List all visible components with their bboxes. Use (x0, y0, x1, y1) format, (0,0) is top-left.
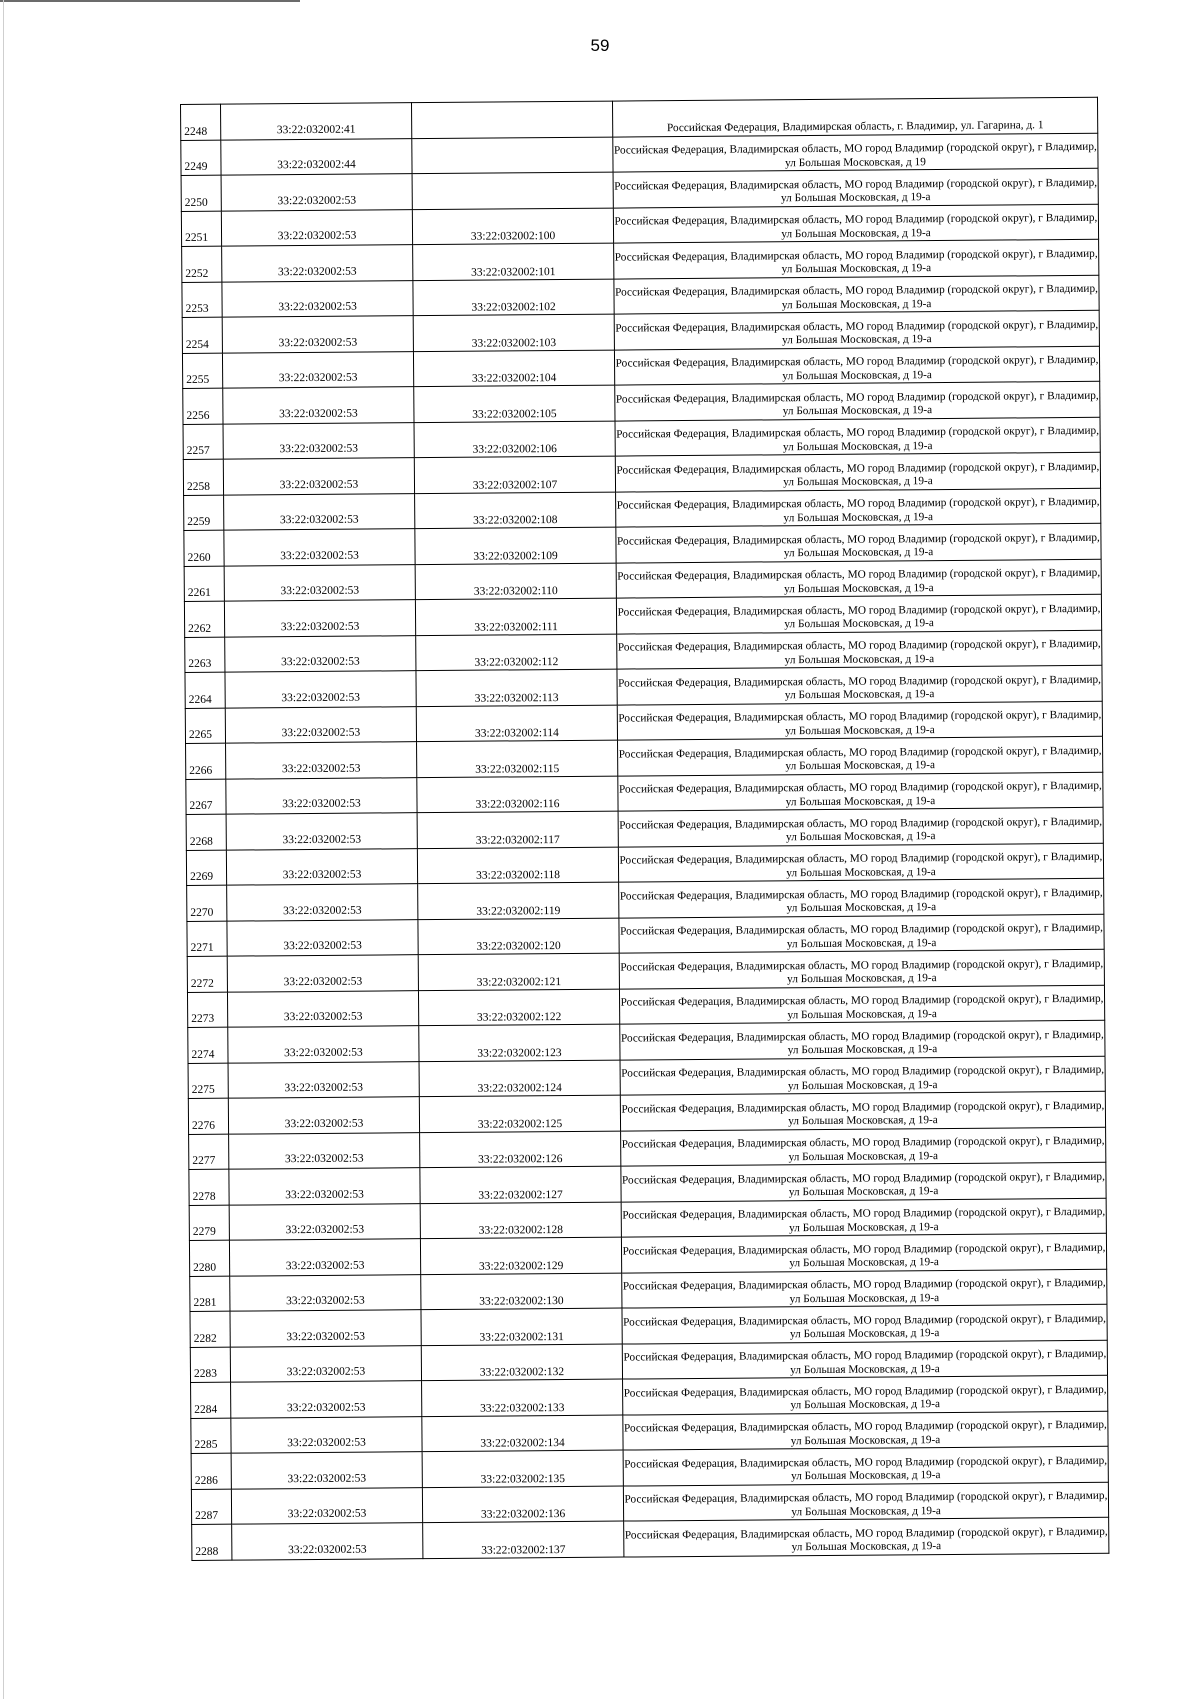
sub-cadastral-number-cell: 33:22:032002:113 (416, 669, 617, 706)
address-cell: Российская Федерация, Владимирская область, МО город Владимир (городской округ), г Владимир, ул Большая Московская, д 19-а (621, 1198, 1106, 1237)
cadastral-number-cell: 33:22:032002:53 (225, 635, 416, 672)
registry-table-body (181, 97, 1109, 1560)
document-sheet (180, 97, 1109, 1558)
row-number-cell: 2256 (183, 388, 223, 424)
cadastral-number-cell: 33:22:032002:53 (228, 1061, 419, 1098)
address-cell: Российская Федерация, Владимирская область, МО город Владимир (городской округ), г Владимир, ул Большая Московская, д 19-а (615, 417, 1100, 456)
row-number-cell: 2255 (182, 353, 222, 389)
sub-cadastral-number-cell: 33:22:032002:133 (422, 1379, 623, 1416)
row-number-cell: 2257 (183, 424, 223, 460)
cadastral-number-cell: 33:22:032002:53 (225, 671, 416, 708)
sub-cadastral-number-cell: 33:22:032002:106 (414, 421, 615, 458)
row-number-cell: 2261 (184, 566, 224, 602)
cadastral-number-cell: 33:22:032002:53 (229, 1239, 420, 1276)
address-cell: Российская Федерация, Владимирская область, МО город Владимир (городской округ), г Владимир, ул Большая Московская, д 19-а (620, 1020, 1105, 1059)
registry-table (180, 97, 1109, 1561)
address-cell: Российская Федерация, Владимирская область, МО город Владимир (городской округ), г Владимир, ул Большая Московская, д 19-а (620, 1091, 1105, 1130)
row-number-cell: 2274 (188, 1027, 228, 1063)
sub-cadastral-number-cell: 33:22:032002:122 (418, 989, 619, 1026)
address-cell: Российская Федерация, Владимирская область, МО город Владимир (городской округ), г Владимир, ул Большая Московская, д 19-а (614, 239, 1099, 278)
row-number-cell: 2249 (181, 140, 221, 176)
cadastral-number-cell: 33:22:032002:53 (231, 1487, 422, 1524)
row-number-cell: 2279 (189, 1205, 229, 1241)
address-cell: Российская Федерация, Владимирская область, МО город Владимир (городской округ), г Владимир, ул Большая Московская, д 19-а (618, 807, 1103, 846)
address-cell: Российская Федерация, Владимирская область, МО город Владимир (городской округ), г Владимир, ул Большая Московская, д 19-а (622, 1269, 1107, 1308)
cadastral-number-cell: 33:22:032002:53 (232, 1523, 423, 1560)
cadastral-number-cell: 33:22:032002:53 (230, 1274, 421, 1311)
address-cell: Российская Федерация, Владимирская область, МО город Владимир (городской округ), г Владимир, ул Большая Московская, д 19-а (623, 1482, 1108, 1521)
sub-cadastral-number-cell: 33:22:032002:120 (418, 918, 619, 955)
sub-cadastral-number-cell: 33:22:032002:132 (421, 1344, 622, 1381)
sub-cadastral-number-cell: 33:22:032002:136 (422, 1486, 623, 1523)
sub-cadastral-number-cell (412, 137, 613, 174)
row-number-cell: 2287 (191, 1489, 231, 1525)
row-number-cell: 2275 (188, 1063, 228, 1099)
cadastral-number-cell: 33:22:032002:53 (224, 600, 415, 637)
row-number-cell: 2272 (187, 956, 227, 992)
address-cell: Российская Федерация, Владимирская область, МО город Владимир (городской округ), г Владимир, ул Большая Московская, д 19-а (618, 736, 1103, 775)
sub-cadastral-number-cell: 33:22:032002:110 (415, 563, 616, 600)
address-cell: Российская Федерация, Владимирская область, МО город Владимир (городской округ), г Владимир, ул Большая Московская, д 19-а (622, 1340, 1107, 1379)
sub-cadastral-number-cell: 33:22:032002:124 (419, 1060, 620, 1097)
sub-cadastral-number-cell: 33:22:032002:134 (422, 1415, 623, 1452)
row-number-cell: 2266 (186, 743, 226, 779)
cadastral-number-cell: 33:22:032002:53 (229, 1168, 420, 1205)
table-row (192, 1517, 1109, 1560)
sub-cadastral-number-cell: 33:22:032002:101 (413, 243, 614, 280)
row-number-cell: 2288 (192, 1524, 232, 1560)
sub-cadastral-number-cell: 33:22:032002:137 (423, 1521, 624, 1558)
address-cell: Российская Федерация, Владимирская область, МО город Владимир (городской округ), г Владимир, ул Большая Московская, д 19 (613, 133, 1098, 172)
page-number: 59 (590, 36, 610, 55)
row-number-cell: 2278 (189, 1169, 229, 1205)
row-number-cell: 2260 (184, 530, 224, 566)
sub-cadastral-number-cell: 33:22:032002:100 (412, 208, 613, 245)
sub-cadastral-number-cell: 33:22:032002:125 (419, 1095, 620, 1132)
cadastral-number-cell: 33:22:032002:53 (226, 848, 417, 885)
cadastral-number-cell: 33:22:032002:53 (231, 1381, 422, 1418)
row-number-cell: 2258 (183, 459, 223, 495)
cadastral-number-cell: 33:22:032002:53 (229, 1132, 420, 1169)
address-cell: Российская Федерация, Владимирская область, МО город Владимир (городской округ), г Владимир, ул Большая Московская, д 19-а (619, 878, 1104, 917)
address-cell: Российская Федерация, Владимирская область, МО город Владимир (городской округ), г Владимир, ул Большая Московская, д 19-а (621, 1162, 1106, 1201)
cadastral-number-cell: 33:22:032002:53 (227, 955, 418, 992)
row-number-cell: 2273 (187, 992, 227, 1028)
cadastral-number-cell: 33:22:032002:53 (231, 1416, 422, 1453)
row-number-cell: 2285 (191, 1418, 231, 1454)
address-cell: Российская Федерация, Владимирская область, МО город Владимир (городской округ), г Владимир, ул Большая Московская, д 19-а (618, 843, 1103, 882)
sub-cadastral-number-cell: 33:22:032002:111 (415, 598, 616, 635)
sub-cadastral-number-cell: 33:22:032002:121 (418, 953, 619, 990)
scan-edge-left (3, 0, 4, 1699)
address-cell: Российская Федерация, Владимирская область, МО город Владимир (городской округ), г Владимир, ул Большая Московская, д 19-а (616, 594, 1101, 633)
address-cell: Российская Федерация, Владимирская область, МО город Владимир (городской округ), г Владимир, ул Большая Московская, д 19-а (616, 488, 1101, 527)
row-number-cell: 2268 (186, 814, 226, 850)
cadastral-number-cell: 33:22:032002:53 (223, 422, 414, 459)
address-cell: Российская Федерация, Владимирская область, МО город Владимир (городской округ), г Владимир, ул Большая Московская, д 19-а (621, 1127, 1106, 1166)
sub-cadastral-number-cell: 33:22:032002:108 (415, 492, 616, 529)
row-number-cell: 2270 (187, 885, 227, 921)
sub-cadastral-number-cell (411, 101, 612, 138)
sub-cadastral-number-cell: 33:22:032002:131 (421, 1308, 622, 1345)
cadastral-number-cell: 33:22:032002:53 (230, 1310, 421, 1347)
row-number-cell: 2263 (185, 637, 225, 673)
address-cell: Российская Федерация, Владимирская область, МО город Владимир (городской округ), г Владимир, ул Большая Московская, д 19-а (619, 949, 1104, 988)
address-cell: Российская Федерация, Владимирская область, МО город Владимир (городской округ), г Владимир, ул Большая Московская, д 19-а (614, 310, 1099, 349)
sub-cadastral-number-cell: 33:22:032002:104 (413, 350, 614, 387)
row-number-cell: 2284 (191, 1382, 231, 1418)
address-cell: Российская Федерация, Владимирская область, МО город Владимир (городской округ), г Владимир, ул Большая Московская, д 19-а (616, 523, 1101, 562)
sub-cadastral-number-cell: 33:22:032002:114 (416, 705, 617, 742)
address-cell: Российская Федерация, Владимирская область, МО город Владимир (городской округ), г Владимир, ул Большая Московская, д 19-а (624, 1517, 1109, 1556)
sub-cadastral-number-cell: 33:22:032002:127 (420, 1166, 621, 1203)
cadastral-number-cell: 33:22:032002:53 (227, 990, 418, 1027)
row-number-cell: 2264 (185, 672, 225, 708)
address-cell: Российская Федерация, Владимирская область, МО город Владимир (городской округ), г Владимир, ул Большая Московская, д 19-а (617, 701, 1102, 740)
row-number-cell: 2267 (186, 779, 226, 815)
address-cell: Российская Федерация, Владимирская область, МО город Владимир (городской округ), г Владимир, ул Большая Московская, д 19-а (613, 204, 1098, 243)
cadastral-number-cell: 33:22:032002:53 (222, 316, 413, 353)
sub-cadastral-number-cell: 33:22:032002:130 (421, 1273, 622, 1310)
address-cell: Российская Федерация, Владимирская область, МО город Владимир (городской округ), г Владимир, ул Большая Московская, д 19-а (619, 985, 1104, 1024)
address-cell: Российская Федерация, Владимирская область, МО город Владимир (городской округ), г Владимир, ул Большая Московская, д 19-а (623, 1411, 1108, 1450)
sub-cadastral-number-cell: 33:22:032002:128 (420, 1202, 621, 1239)
cadastral-number-cell: 33:22:032002:53 (221, 209, 412, 246)
row-number-cell: 2282 (190, 1311, 230, 1347)
cadastral-number-cell: 33:22:032002:53 (228, 1026, 419, 1063)
cadastral-number-cell: 33:22:032002:44 (221, 138, 412, 175)
cadastral-number-cell: 33:22:032002:53 (227, 884, 418, 921)
cadastral-number-cell: 33:22:032002:53 (225, 706, 416, 743)
address-cell: Российская Федерация, Владимирская область, МО город Владимир (городской округ), г Владимир, ул Большая Московская, д 19-а (622, 1304, 1107, 1343)
row-number-cell: 2250 (181, 175, 221, 211)
sub-cadastral-number-cell: 33:22:032002:117 (417, 811, 618, 848)
row-number-cell: 2251 (181, 211, 221, 247)
sub-cadastral-number-cell: 33:22:032002:115 (417, 740, 618, 777)
row-number-cell: 2283 (190, 1347, 230, 1383)
cadastral-number-cell: 33:22:032002:53 (224, 529, 415, 566)
address-cell: Российская Федерация, Владимирская область, МО город Владимир (городской округ), г Владимир, ул Большая Московская, д 19-а (623, 1446, 1108, 1485)
sub-cadastral-number-cell: 33:22:032002:103 (413, 314, 614, 351)
address-cell: Российская Федерация, Владимирская область, г. Владимир, ул. Гагарина, д. 1 (612, 97, 1097, 136)
address-cell: Российская Федерация, Владимирская область, МО город Владимир (городской округ), г Владимир, ул Большая Московская, д 19-а (623, 1375, 1108, 1414)
address-cell: Российская Федерация, Владимирская область, МО город Владимир (городской округ), г Владимир, ул Большая Московская, д 19-а (614, 275, 1099, 314)
row-number-cell: 2271 (187, 921, 227, 957)
cadastral-number-cell: 33:22:032002:53 (226, 742, 417, 779)
sub-cadastral-number-cell: 33:22:032002:118 (417, 847, 618, 884)
row-number-cell: 2286 (191, 1453, 231, 1489)
row-number-cell: 2276 (188, 1098, 228, 1134)
sub-cadastral-number-cell (412, 172, 613, 209)
cadastral-number-cell: 33:22:032002:53 (228, 1097, 419, 1134)
sub-cadastral-number-cell: 33:22:032002:123 (419, 1024, 620, 1061)
cadastral-number-cell: 33:22:032002:53 (222, 280, 413, 317)
sub-cadastral-number-cell: 33:22:032002:112 (416, 634, 617, 671)
cadastral-number-cell: 33:22:032002:53 (221, 174, 412, 211)
address-cell: Российская Федерация, Владимирская область, МО город Владимир (городской округ), г Владимир, ул Большая Московская, д 19-а (618, 772, 1103, 811)
sub-cadastral-number-cell: 33:22:032002:105 (414, 385, 615, 422)
row-number-cell: 2259 (184, 495, 224, 531)
address-cell: Российская Федерация, Владимирская область, МО город Владимир (городской округ), г Владимир, ул Большая Московская, д 19-а (616, 559, 1101, 598)
cadastral-number-cell: 33:22:032002:53 (224, 493, 415, 530)
sub-cadastral-number-cell: 33:22:032002:107 (414, 456, 615, 493)
address-cell: Российская Федерация, Владимирская область, МО город Владимир (городской округ), г Владимир, ул Большая Московская, д 19-а (614, 346, 1099, 385)
address-cell: Российская Федерация, Владимирская область, МО город Владимир (городской округ), г Владимир, ул Большая Московская, д 19-а (613, 168, 1098, 207)
row-number-cell: 2253 (182, 282, 222, 318)
cadastral-number-cell: 33:22:032002:53 (226, 777, 417, 814)
cadastral-number-cell: 33:22:032002:53 (231, 1452, 422, 1489)
cadastral-number-cell: 33:22:032002:53 (222, 351, 413, 388)
sub-cadastral-number-cell: 33:22:032002:129 (420, 1237, 621, 1274)
address-cell: Российская Федерация, Владимирская область, МО город Владимир (городской округ), г Владимир, ул Большая Московская, д 19-а (620, 1056, 1105, 1095)
row-number-cell: 2265 (185, 708, 225, 744)
sub-cadastral-number-cell: 33:22:032002:109 (415, 527, 616, 564)
sub-cadastral-number-cell: 33:22:032002:102 (413, 279, 614, 316)
row-number-cell: 2262 (184, 601, 224, 637)
address-cell: Российская Федерация, Владимирская область, МО город Владимир (городской округ), г Владимир, ул Большая Московская, д 19-а (615, 381, 1100, 420)
cadastral-number-cell: 33:22:032002:53 (227, 919, 418, 956)
address-cell: Российская Федерация, Владимирская область, МО город Владимир (городской округ), г Владимир, ул Большая Московская, д 19-а (615, 452, 1100, 491)
cadastral-number-cell: 33:22:032002:53 (226, 813, 417, 850)
cadastral-number-cell: 33:22:032002:53 (223, 387, 414, 424)
cadastral-number-cell: 33:22:032002:53 (230, 1345, 421, 1382)
row-number-cell: 2248 (181, 104, 221, 140)
cadastral-number-cell: 33:22:032002:41 (221, 103, 412, 140)
row-number-cell: 2254 (182, 317, 222, 353)
row-number-cell: 2281 (190, 1276, 230, 1312)
address-cell: Российская Федерация, Владимирская область, МО город Владимир (городской округ), г Владимир, ул Большая Московская, д 19-а (621, 1233, 1106, 1272)
address-cell: Российская Федерация, Владимирская область, МО город Владимир (городской округ), г Владимир, ул Большая Московская, д 19-а (619, 914, 1104, 953)
row-number-cell: 2280 (189, 1240, 229, 1276)
address-cell: Российская Федерация, Владимирская область, МО город Владимир (городской округ), г Владимир, ул Большая Московская, д 19-а (617, 630, 1102, 669)
cadastral-number-cell: 33:22:032002:53 (223, 458, 414, 495)
row-number-cell: 2277 (189, 1134, 229, 1170)
cadastral-number-cell: 33:22:032002:53 (229, 1203, 420, 1240)
scan-edge-top (0, 0, 300, 2)
sub-cadastral-number-cell: 33:22:032002:116 (417, 776, 618, 813)
row-number-cell: 2269 (186, 850, 226, 886)
address-cell: Российская Федерация, Владимирская область, МО город Владимир (городской округ), г Владимир, ул Большая Московская, д 19-а (617, 665, 1102, 704)
cadastral-number-cell: 33:22:032002:53 (222, 245, 413, 282)
row-number-cell: 2252 (182, 246, 222, 282)
cadastral-number-cell: 33:22:032002:53 (224, 564, 415, 601)
sub-cadastral-number-cell: 33:22:032002:126 (420, 1131, 621, 1168)
sub-cadastral-number-cell: 33:22:032002:119 (418, 882, 619, 919)
sub-cadastral-number-cell: 33:22:032002:135 (422, 1450, 623, 1487)
